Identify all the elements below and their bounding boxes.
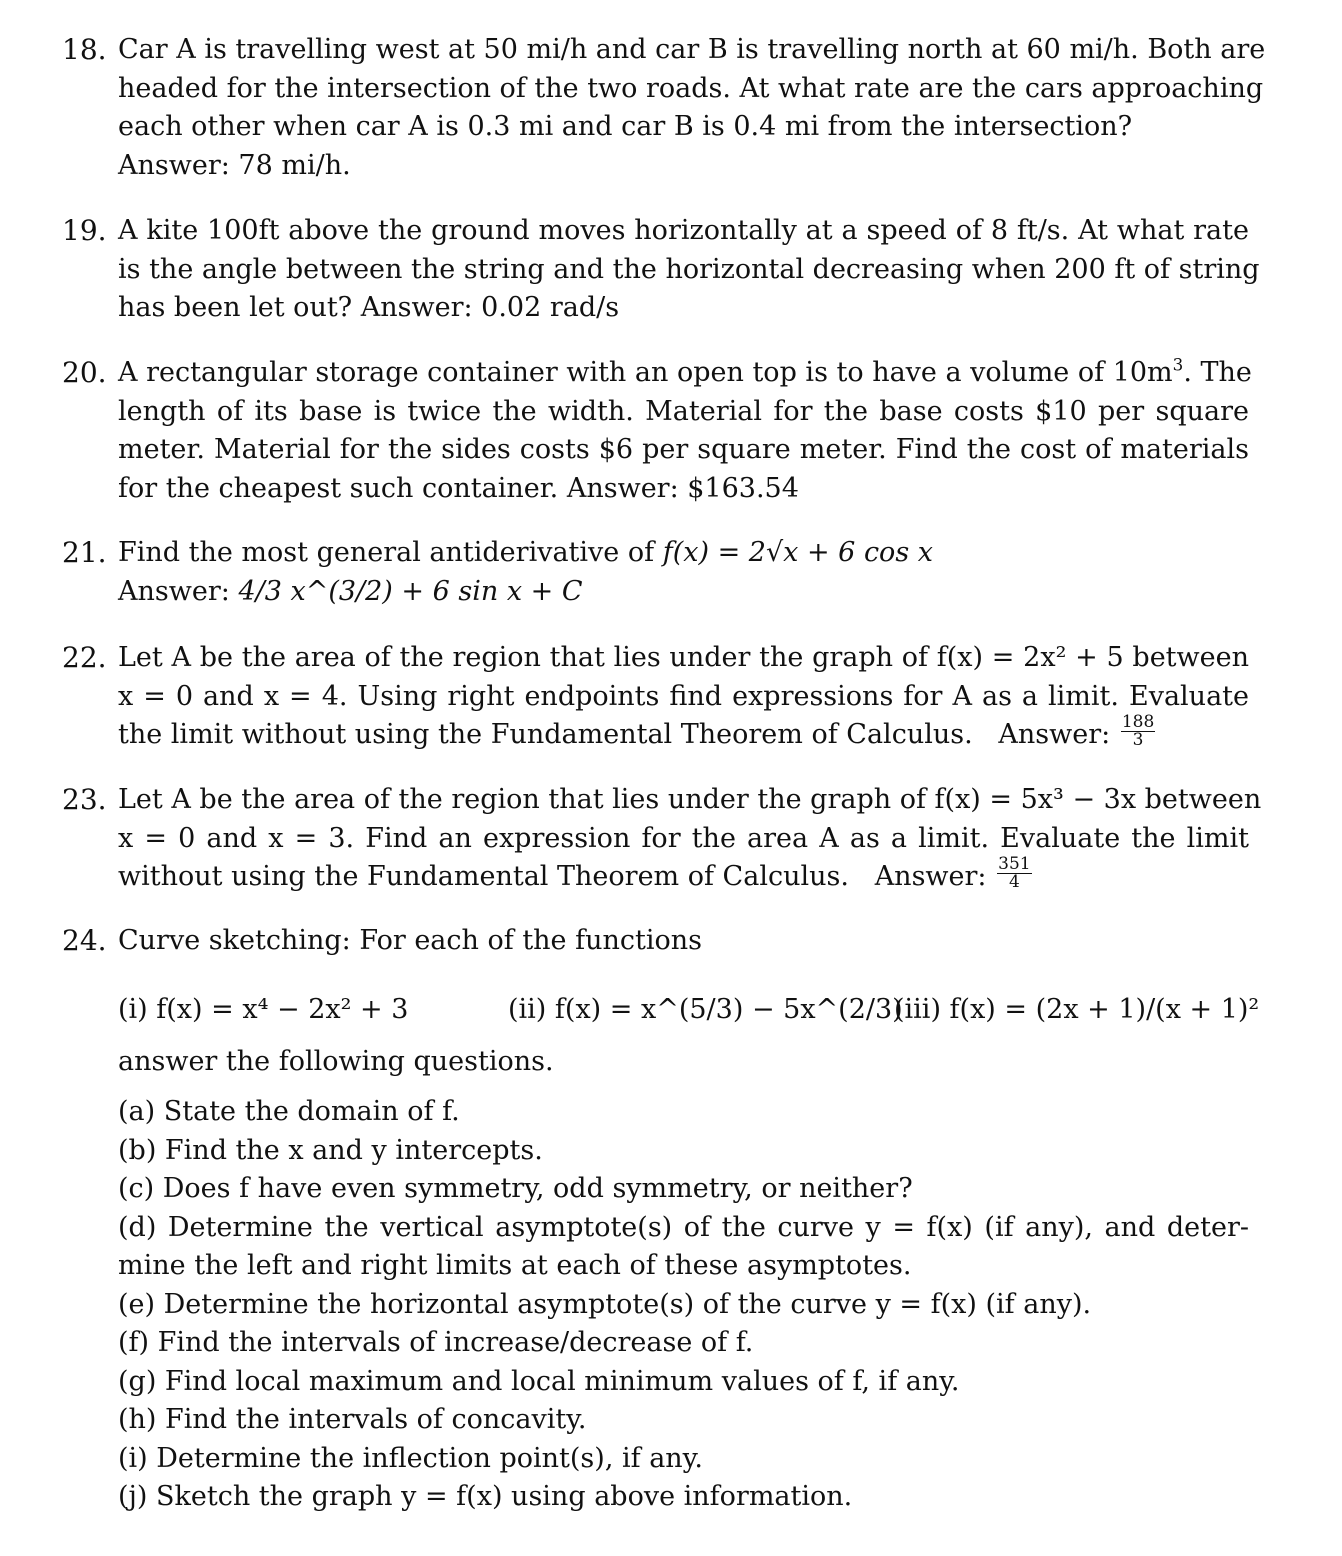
problem-number: 19. [62, 214, 107, 247]
function-list [118, 963, 1260, 1043]
problem-text-line: A kite 100ft above the ground moves horizontally at a speed of 8 ft/s. At what rate [118, 215, 1249, 246]
answer-formula: 4/3 x^(3/2) + 6 sin x + C [238, 575, 583, 607]
problem-text-line: each other when car A is 0.3 mi and car B is 0.4 mi from the intersection? [118, 111, 1133, 142]
problem-18 [62, 31, 1266, 185]
question-d: (d) Determine the vertical asymptote(s) of the curve y = f(x) (if any), and deter- [118, 1211, 1249, 1243]
problem-21 [62, 534, 1252, 611]
problem-number: 24. [62, 924, 107, 957]
function-iii: (iii) f(x) = (2x + 1)/(x + 1)² [894, 993, 1260, 1025]
problem-text-line: x = 0 and x = 4. Using right endpoints find expressions for A as a limit. Evaluate [118, 680, 1249, 712]
problem-text-line: meter. Material for the sides costs $6 per square meter. Find the cost of materials [118, 434, 1249, 465]
problem-lead: answer the following questions. [118, 1045, 554, 1077]
problem-22 [62, 639, 1252, 755]
function-ii: (ii) f(x) = x^(5/3) − 5x^(2/3) [508, 993, 903, 1025]
problem-number: 18. [62, 33, 107, 66]
exponent: 3 [1172, 354, 1184, 375]
problem-text-line: Let A be the area of the region that lies under the graph of f(x) = 5x³ − 3x between [118, 784, 1262, 815]
problem-text-line: Find the most general antiderivative of f(x) = 2√x + 6 cos x [118, 537, 933, 568]
problem-text-line: is the angle between the string and the horizontal decreasing when 200 ft of string [118, 253, 1260, 285]
problem-intro: Curve sketching: For each of the functions [118, 925, 702, 956]
problem-text-line: x = 0 and x = 3. Find an expression for the area A as a limit. Evaluate the limit [118, 822, 1249, 854]
question-a: (a) State the domain of f. [118, 1096, 460, 1127]
question-d-cont: mine the left and right limits at each of these asymptotes. [118, 1250, 912, 1281]
question-j: (j) Sketch the graph y = f(x) using above information. [118, 1481, 853, 1512]
problem-text-line: Let A be the area of the region that lies under the graph of f(x) = 2x² + 5 between [118, 642, 1249, 673]
problem-text-line: Car A is travelling west at 50 mi/h and car B is travelling north at 60 mi/h. Both are [118, 34, 1266, 65]
question-e: (e) Determine the horizontal asymptote(s) of the curve y = f(x) (if any). [118, 1288, 1092, 1320]
problem-text-line: length of its base is twice the width. Material for the base costs $10 per square [118, 395, 1249, 427]
problem-number: 20. [62, 356, 107, 389]
question-i: (i) Determine the inflection point(s), if any. [118, 1442, 703, 1474]
problem-24 [62, 922, 1260, 1517]
problem-23 [62, 781, 1262, 897]
problem-number: 22. [62, 641, 107, 674]
answer-fraction: $\frac{188}{3}$ [1121, 712, 1155, 750]
problem-text-line: has been let out? Answer: 0.02 rad/s [118, 292, 620, 323]
question-list [118, 1093, 1249, 1517]
problem-19 [62, 212, 1260, 328]
problem-20 [62, 354, 1252, 508]
problem-number: 21. [62, 536, 107, 569]
answer-fraction: $\frac{351}{4}$ [998, 854, 1031, 892]
question-h: (h) Find the intervals of concavity. [118, 1404, 587, 1435]
function-i: (i) f(x) = x⁴ − 2x² + 3 [118, 993, 409, 1025]
question-b: (b) Find the x and y intercepts. [118, 1134, 543, 1166]
problem-number: 23. [62, 783, 107, 816]
problem-text-line: the limit without using the Fundamental Theorem of Calculus. Answer: $\frac{188}{3}$ [118, 712, 1155, 750]
question-f: (f) Find the intervals of increase/decrease of f. [118, 1327, 754, 1358]
problem-answer: Answer: 78 mi/h. [118, 149, 351, 181]
question-g: (g) Find local maximum and local minimum values of f, if any. [118, 1365, 960, 1397]
problem-text-line: for the cheapest such container. Answer: $163.54 [118, 472, 799, 504]
function-formula: f(x) = 2√x + 6 cos x [662, 537, 933, 568]
problem-text-line: without using the Fundamental Theorem of Calculus. Answer: $\frac{351}{4}$ [118, 854, 1031, 892]
problem-text-line: headed for the intersection of the two roads. At what rate are the cars approaching [118, 72, 1264, 104]
problem-answer: Answer: 4/3 x^(3/2) + 6 sin x + C [118, 575, 583, 607]
problem-text-line: A rectangular storage container with an open top is to have a volume of $10m^3$. The [118, 354, 1252, 388]
question-c: (c) Does f have even symmetry, odd symmetry, or neither? [118, 1173, 913, 1204]
